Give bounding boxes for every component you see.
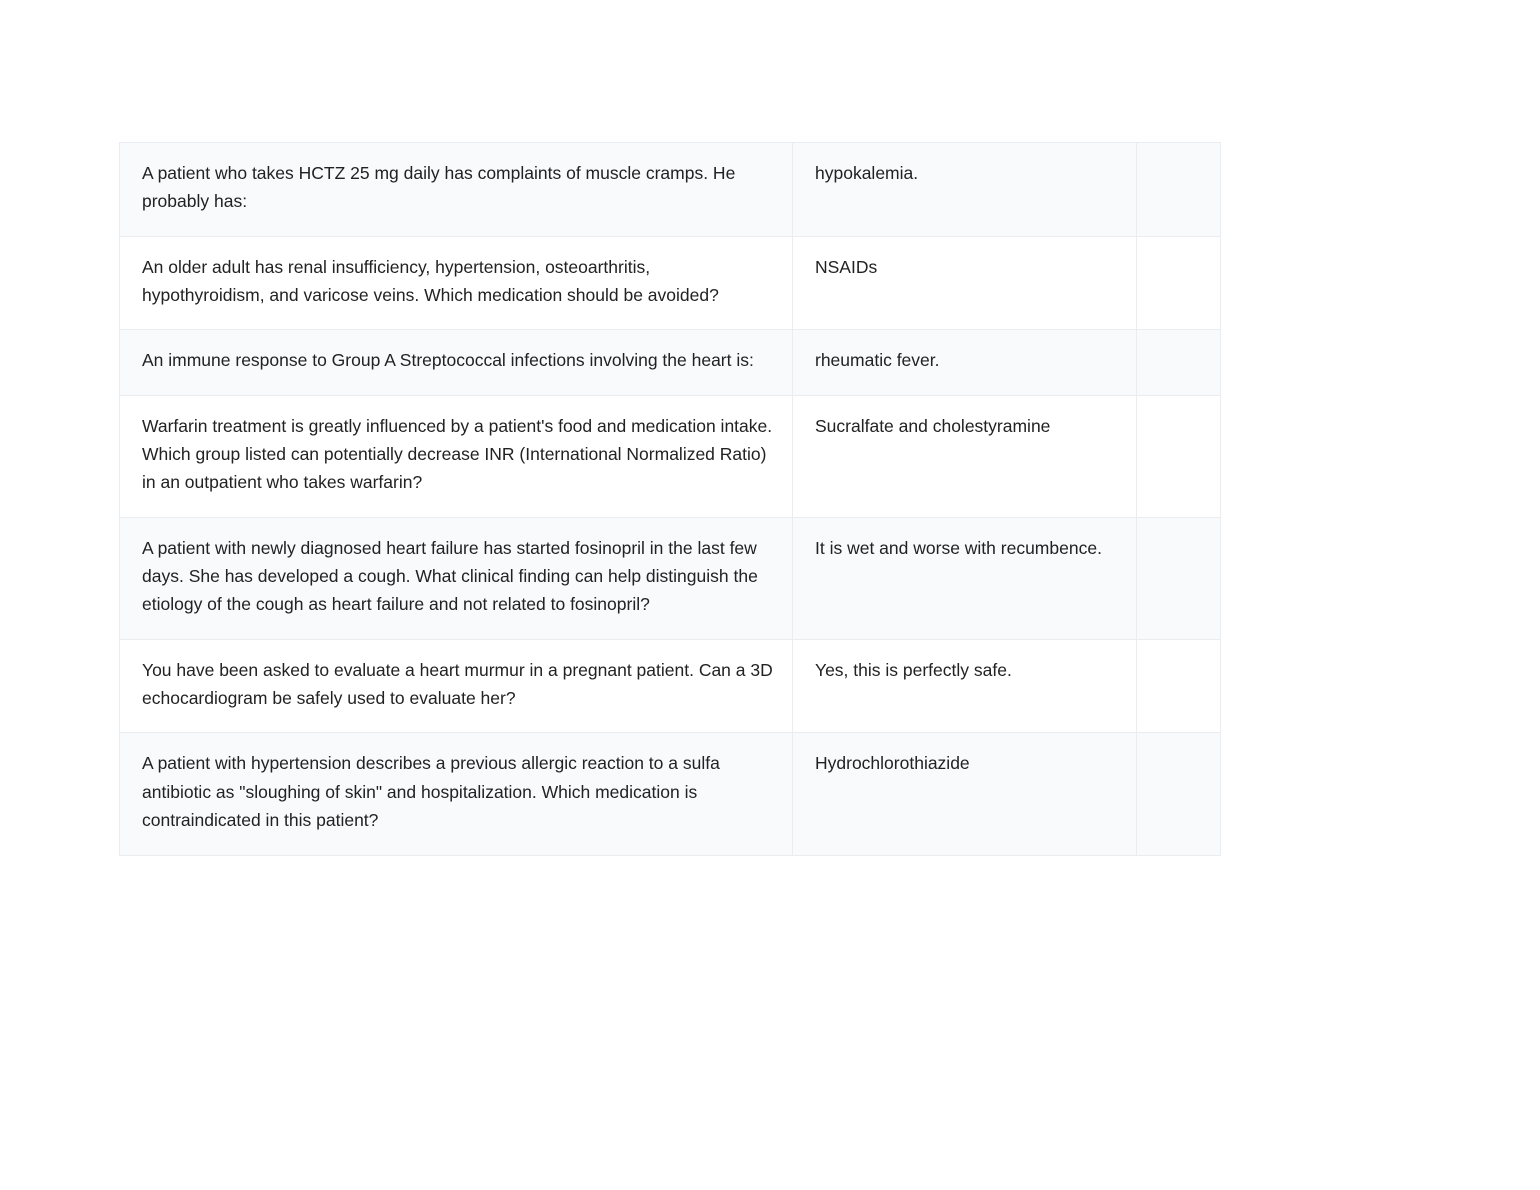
table-row bbox=[120, 639, 1221, 733]
question-answer-table bbox=[119, 142, 1221, 856]
table-row bbox=[120, 236, 1221, 330]
extra-cell bbox=[1137, 639, 1221, 733]
table-row bbox=[120, 517, 1221, 639]
table-row bbox=[120, 395, 1221, 517]
answer-cell: Sucralfate and cholestyramine bbox=[793, 395, 1137, 517]
extra-cell bbox=[1137, 143, 1221, 237]
question-cell: You have been asked to evaluate a heart murmur in a pregnant patient. Can a 3D echocardiogram be safely used to evaluate her? bbox=[120, 639, 793, 733]
extra-cell bbox=[1137, 236, 1221, 330]
answer-cell: Yes, this is perfectly safe. bbox=[793, 639, 1137, 733]
extra-cell bbox=[1137, 733, 1221, 855]
extra-cell bbox=[1137, 330, 1221, 395]
answer-cell: It is wet and worse with recumbence. bbox=[793, 517, 1137, 639]
extra-cell bbox=[1137, 395, 1221, 517]
question-cell: Warfarin treatment is greatly influenced by a patient's food and medication intake. Which group listed can potentially decrease INR (International Normalized Ratio) in an outpatient who takes warfarin? bbox=[120, 395, 793, 517]
answer-cell: Hydrochlorothiazide bbox=[793, 733, 1137, 855]
answer-cell: hypokalemia. bbox=[793, 143, 1137, 237]
extra-cell bbox=[1137, 517, 1221, 639]
table-row bbox=[120, 143, 1221, 237]
table-row bbox=[120, 330, 1221, 395]
question-cell: A patient with hypertension describes a previous allergic reaction to a sulfa antibiotic as "sloughing of skin" and hospitalization. Which medication is contraindicated in this patient? bbox=[120, 733, 793, 855]
question-cell: An immune response to Group A Streptococcal infections involving the heart is: bbox=[120, 330, 793, 395]
question-cell: A patient who takes HCTZ 25 mg daily has complaints of muscle cramps. He probably has: bbox=[120, 143, 793, 237]
table-row bbox=[120, 733, 1221, 855]
answer-cell: rheumatic fever. bbox=[793, 330, 1137, 395]
table-body bbox=[120, 143, 1221, 856]
answer-cell: NSAIDs bbox=[793, 236, 1137, 330]
question-cell: A patient with newly diagnosed heart failure has started fosinopril in the last few days. She has developed a cough. What clinical finding can help distinguish the etiology of the cough as heart failure and not related to fosinopril? bbox=[120, 517, 793, 639]
question-cell: An older adult has renal insufficiency, hypertension, osteoarthritis, hypothyroidism, and varicose veins. Which medication should be avoided? bbox=[120, 236, 793, 330]
